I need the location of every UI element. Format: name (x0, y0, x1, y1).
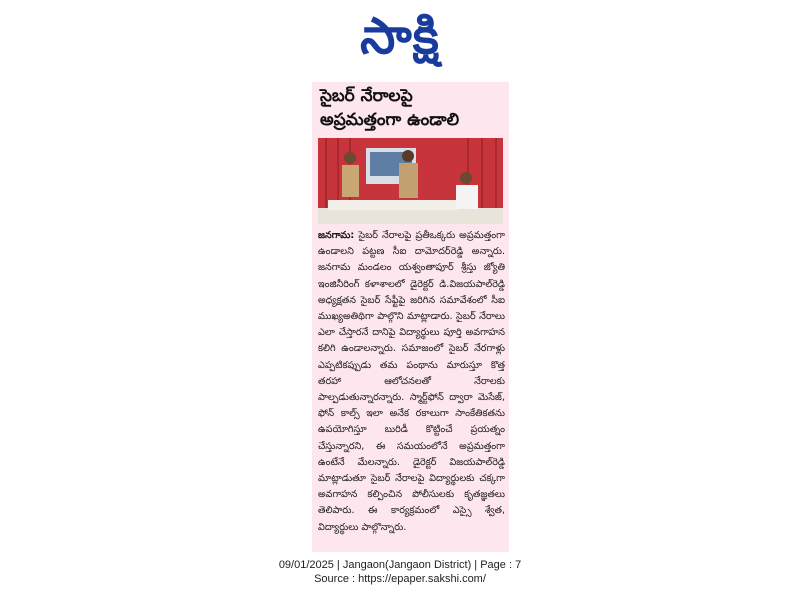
article-text: సైబర్ నేరాలపై ప్రతీఒక్కరు అప్రమత్తంగా ఉండాలని పట్టణ సీఐ దామోదర్‌రెడ్డి అన్నారు. జనగామ మండలం యశ్వంతాపూర్ శ్రీస్తు జ్యోతి ఇంజినీరింగ్ కళాశాలలో డైరెక్టర్ డి.విజయపాల్‌రెడ్డి అధ్యక్షతన సైబర్ సేఫ్టీపై జరిగిన సమావేశంలో సీఐ ముఖ్యఅతిథిగా పాల్గొని మాట్లాడారు. సైబర్ నేరాలు ఎలా చేస్తారనే దానిపై విద్యార్థులు పూర్తి అవగాహన కలిగి ఉండాలన్నారు. సమాజంలో సైబర్ నేరగాళ్లు ఎప్పటికప్పుడు తమ పంథాను మారుస్తూ కొత్త తరహా ఆలోచనలతో నేరాలకు పాల్పడుతున్నారన్నారు. స్మార్ట్‌ఫోన్ ద్వారా మెసేజ్, ఫోన్ కాల్స్ ఇలా అనేక రకాలుగా సాంకేతికతను ఉపయోగిస్తూ బురిడీ కొట్టించే ప్రయత్నం చేస్తున్నారని, ఈ సమయంలోనే అప్రమత్తంగా ఉంటేనే మేలన్నారు. డైరెక్టర్ విజయపాల్‌రెడ్డి మాట్లాడుతూ సైబర్ నేరాలపై విద్యార్థులకు చక్కగా అవగాహన కల్పించిన పోలీసులకు కృతజ్ఞతలు తెలిపారు. ఈ కార్యక్రమంలో ఎస్సై శ్వేత, విద్యార్థులు పాల్గొన్నారు. (318, 230, 505, 533)
article-body (318, 228, 505, 536)
article-dateline: జనగామ: (318, 230, 355, 241)
headline-line-1: సైబర్ నేరాలపై (320, 86, 413, 106)
news-clipping (312, 82, 509, 552)
headline-line-2: అప్రమత్తంగా ఉండాలి (320, 110, 460, 130)
publication-info: 09/01/2025 | Jangaon(Jangaon District) | Page : 7 (278, 559, 522, 571)
newspaper-logo: సాక్షి (360, 7, 440, 65)
article-headline (320, 84, 505, 132)
source-link: Source : https://epaper.sakshi.com/ (314, 573, 486, 585)
article-photo (318, 138, 503, 224)
event-photo-illustration (318, 138, 503, 224)
